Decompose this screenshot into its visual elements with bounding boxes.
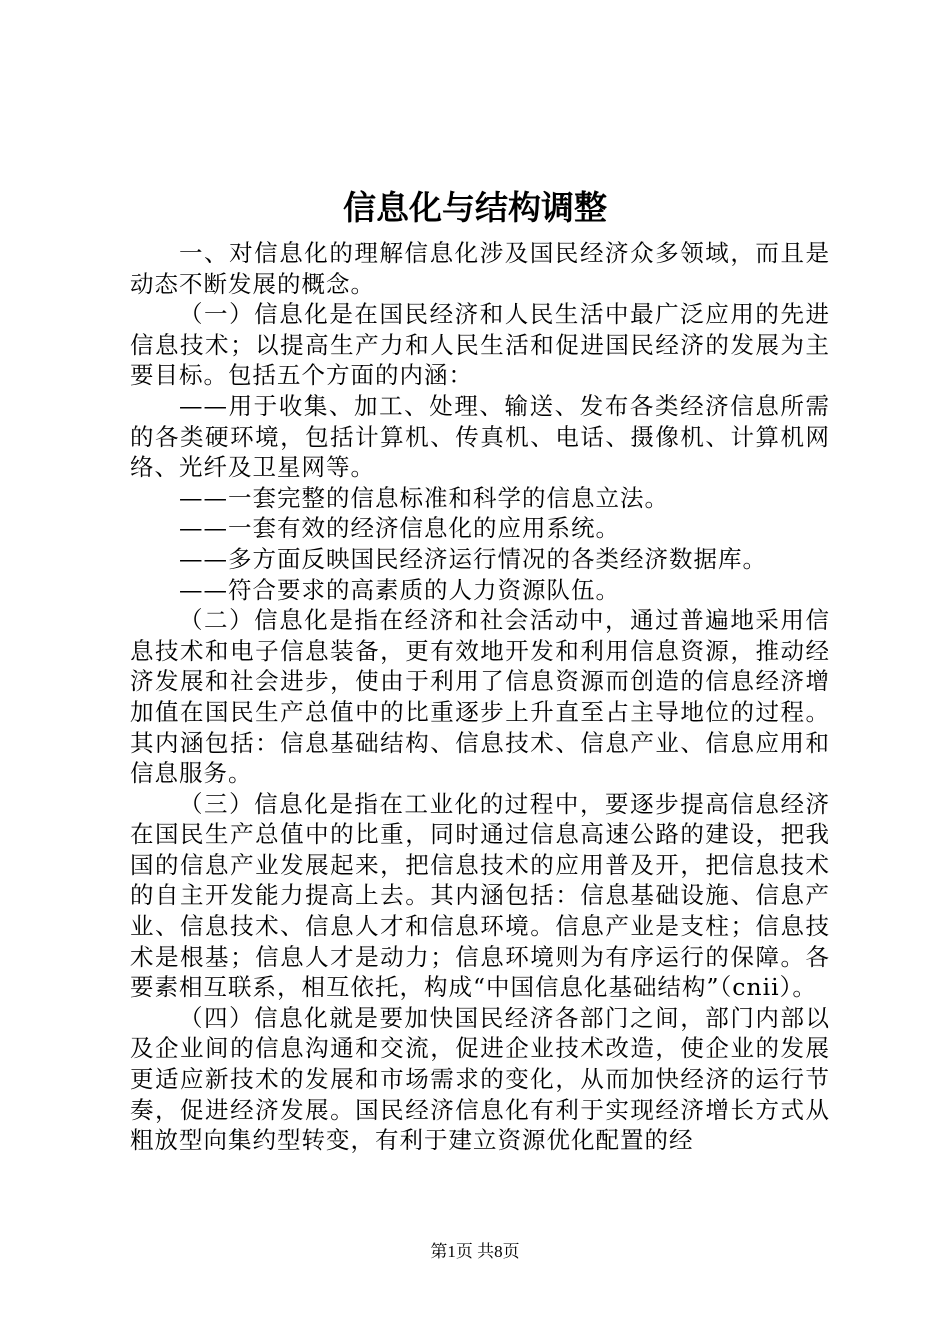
page-title: 信息化与结构调整 [343, 188, 607, 227]
list-item-hardware: ——用于收集、加工、处理、输送、发布各类经济信息所需的各类硬环境，包括计算机、传真机、电话、摄像机、计算机网络、光纤及卫星网等。 [130, 391, 830, 482]
list-item-application-system: ——一套有效的经济信息化的应用系统。 [179, 514, 620, 543]
paragraph-section-3: （三）信息化是指在工业化的过程中，要逐步提高信息经济在国民生产总值中的比重，同时通过信息高速公路的建设，把我国的信息产业发展起来，把信息技术的应用普及开，把信息技术的自主开发能力提高上去。其内涵包括：信息基础设施、信息产业、信息技术、信息人才和信息环境。信息产业是支柱；信息技术是根基；信息人才是动力；信息环境则为有序运行的保障。各要素相互联系，相互依托，构成“中国信息化基础结构”（cnii）。 [130, 789, 830, 1002]
paragraph-section-4: （四）信息化就是要加快国民经济各部门之间，部门内部以及企业间的信息沟通和交流，促进企业技术改造，使企业的发展更适应新技术的发展和市场需求的变化，从而加快经济的运行节奏，促进经济发展。国民经济信息化有利于实现经济增长方式从粗放型向集约型转变，有利于建立资源优化配置的经 [130, 1003, 830, 1155]
page-number-footer: 第1页 共8页 [430, 1242, 520, 1261]
paragraph-section-1: （一）信息化是在国民经济和人民生活中最广泛应用的先进信息技术；以提高生产力和人民生活和促进国民经济的发展为主要目标。包括五个方面的内涵： [130, 300, 830, 390]
document-body [130, 238, 830, 1156]
paragraph-section-2: （二）信息化是指在经济和社会活动中，通过普遍地采用信息技术和电子信息装备，更有效地开发和利用信息资源，推动经济发展和社会进步，使由于利用了信息资源而创造的信息经济增加值在国民生产总值中的比重逐步上升直至占主导地位的过程。其内涵包括：信息基础结构、信息技术、信息产业、信息应用和信息服务。 [130, 606, 830, 788]
list-item-databases: ——多方面反映国民经济运行情况的各类经济数据库。 [179, 544, 767, 573]
list-item-standards: ——一套完整的信息标准和科学的信息立法。 [179, 483, 669, 512]
paragraph-intro: 一、对信息化的理解信息化涉及国民经济众多领域，而且是动态不断发展的概念。 [130, 239, 830, 298]
list-item-human-resources: ——符合要求的高素质的人力资源队伍。 [179, 575, 620, 604]
